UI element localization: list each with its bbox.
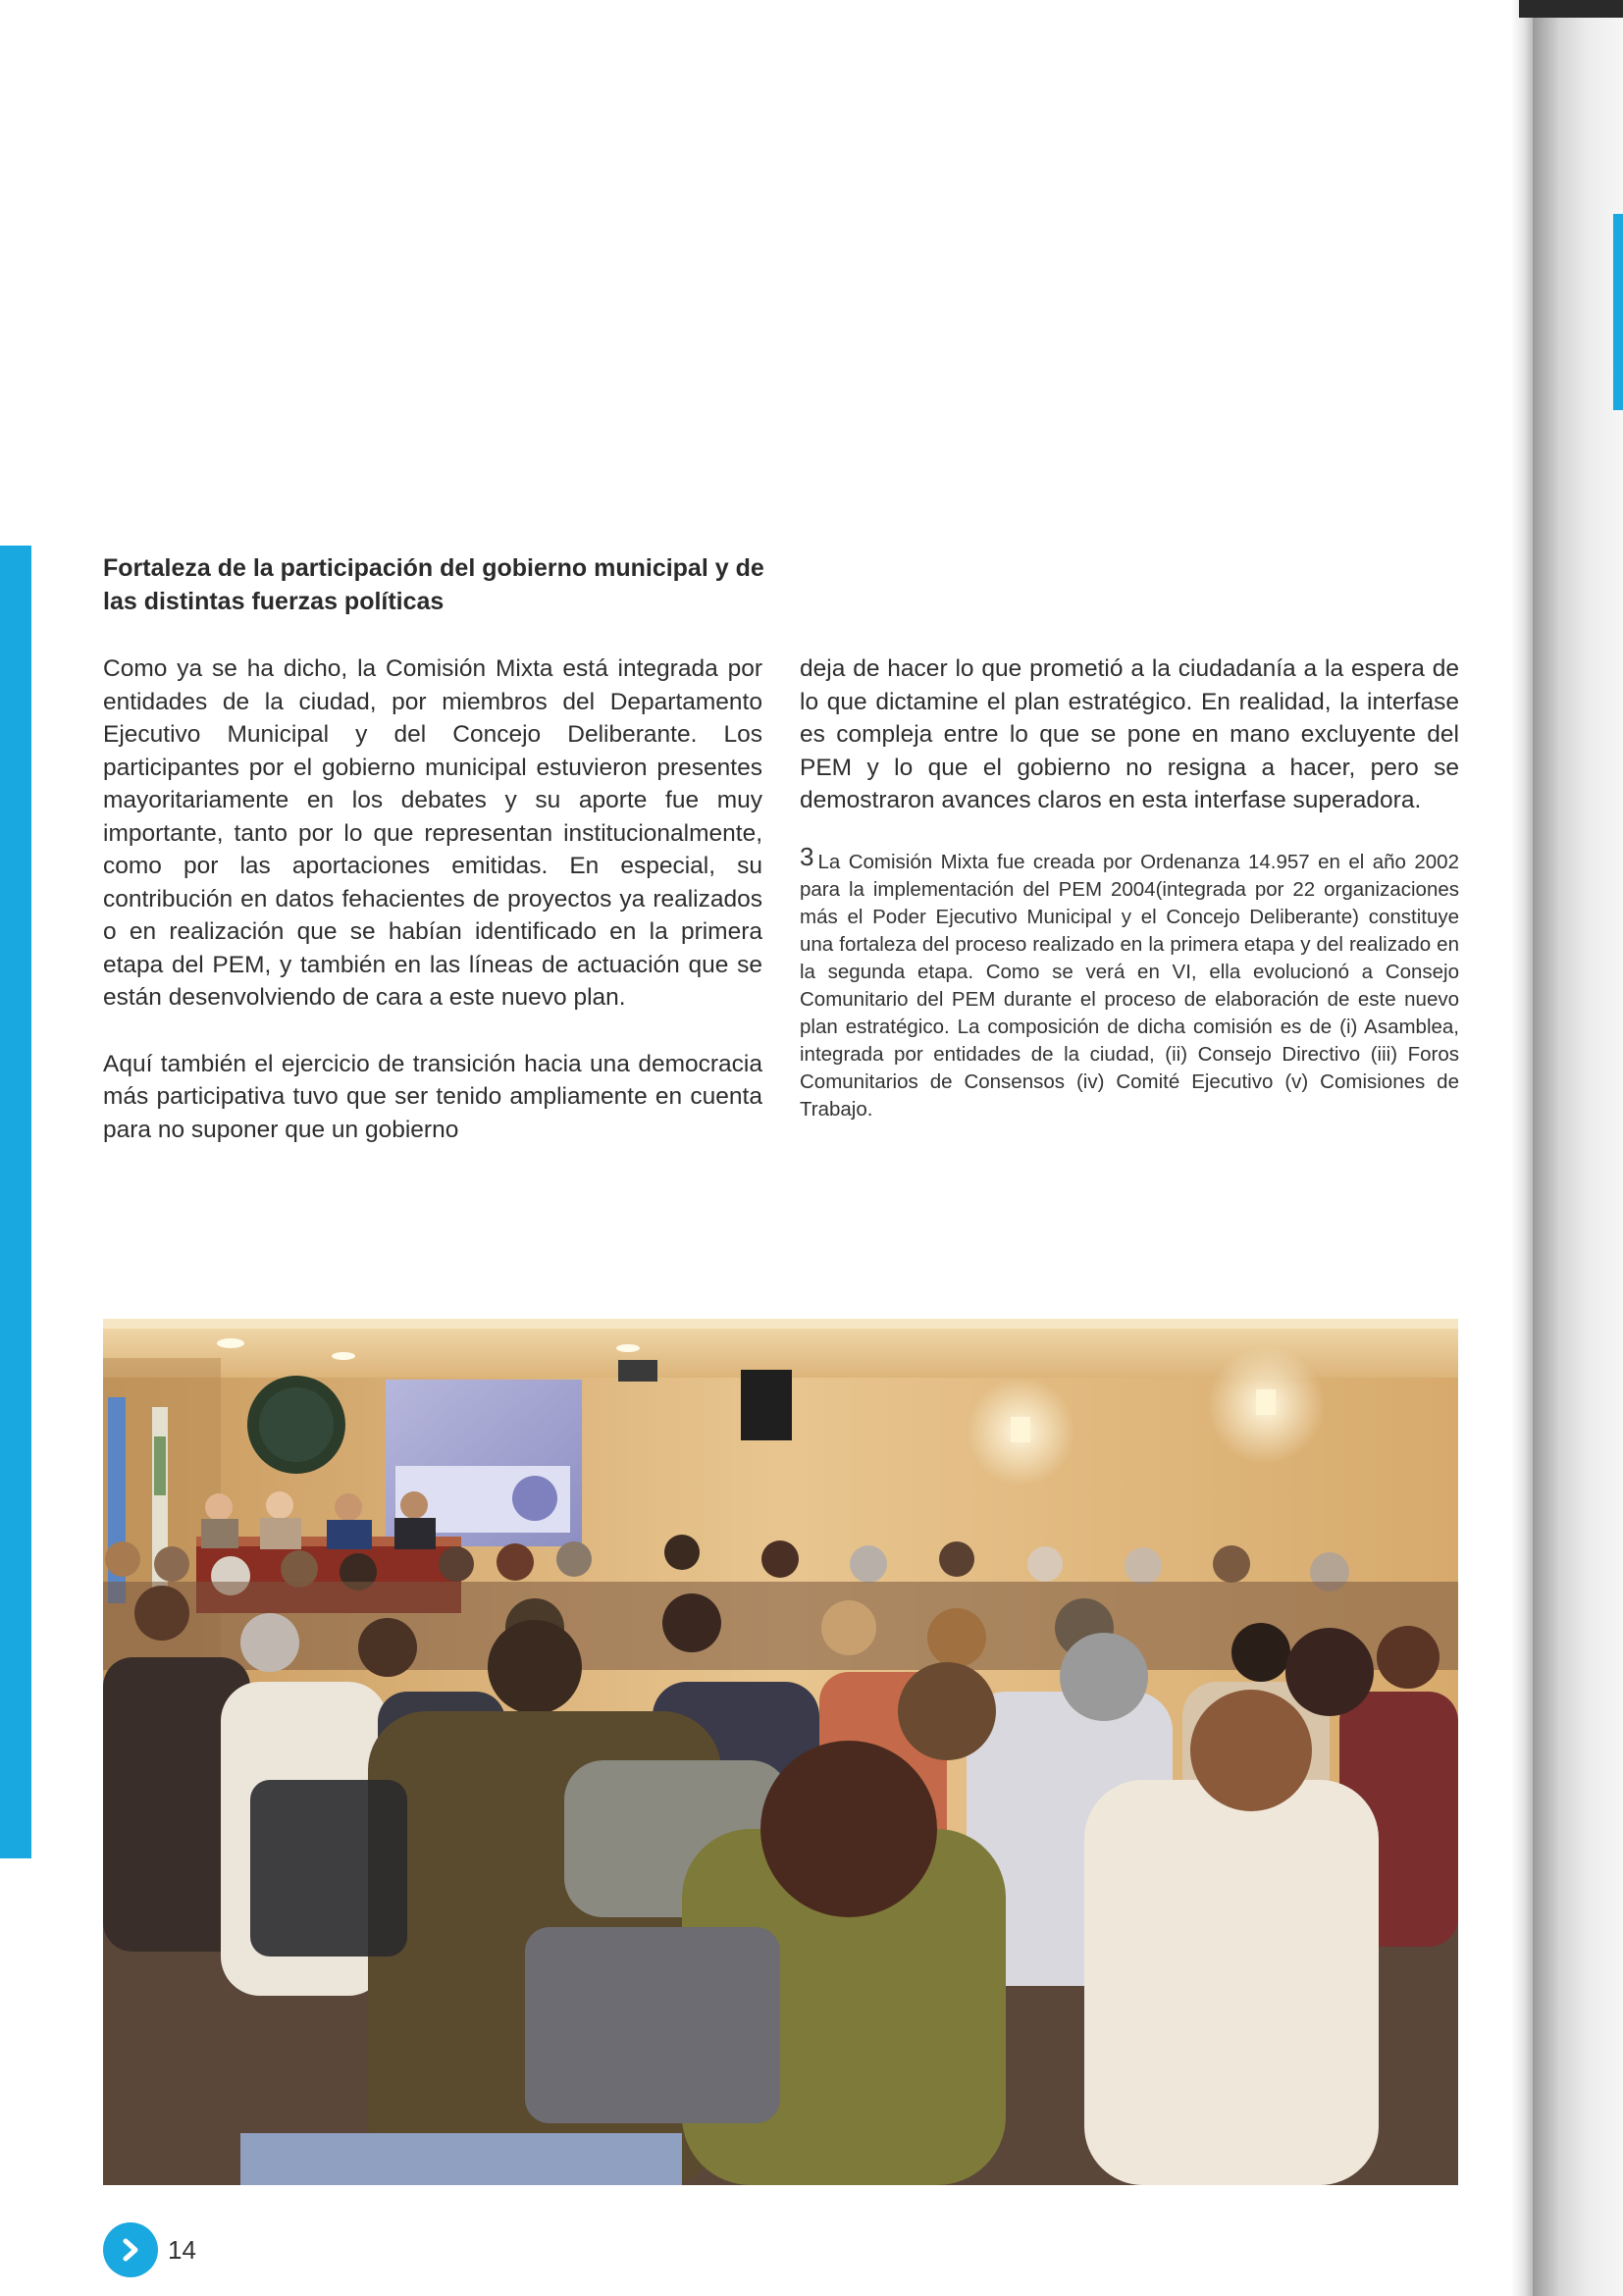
page-number: 14 [168, 2234, 196, 2265]
paragraph: Como ya se ha dicho, la Comisión Mixta está integrada por entidades de la ciudad, por miembros del Departamento Ejecutivo Municipal y del Concejo Deliberante. Los participantes por el gobierno municipal estuvieron presentes mayoritariamente en los debates y su aporte fue muy importante, tanto por lo que representan institucionalmente, como por las aportaciones emitidas. En especial, su contribución en datos fehacientes de proyectos ya realizados o en realización que se habían identificado en la primera etapa del PEM, y también en las líneas de actuación que se están desenvolviendo de cara a este nuevo plan. [103, 655, 762, 1011]
paragraph: deja de hacer lo que prometió a la ciudadanía a la espera de lo que dictamine el plan estratégico. En realidad, la interfase es compleja entre lo que se pone en mano excluyente del PEM y lo que el gobierno no resigna a hacer, pero se demostraron avances claros en esta interfase superadora. [800, 655, 1459, 813]
page-number-badge [103, 2222, 196, 2277]
footnote-text: La Comisión Mixta fue creada por Ordenanza 14.957 en el año 2002 para la implementación del PEM 2004(integrada por 22 organizaciones más el Poder Ejecutivo Municipal y el Concejo Deliberante) constituye una fortaleza del proceso realizado en la primera etapa y del realizado en la segunda etapa. Como se verá en VI, ella evolucionó a Consejo Comunitario del PEM durante el proceso de elaboración de este nuevo plan estratégico. La composición de dicha comisión es de (i) Asamblea, integrada por entidades de la ciudad, (ii) Consejo Directivo (iii) Foros Comunitarios de Consensos (iv) Comité Ejecutivo (v) Comisiones de Trabajo. [800, 850, 1459, 1121]
footnote-marker: 3 [800, 841, 814, 871]
adjacent-page-accent [1613, 214, 1623, 410]
left-column [103, 652, 762, 1179]
chevron-right-icon [103, 2222, 158, 2277]
adjacent-page-edge [1533, 0, 1623, 2296]
meeting-audience-photo [103, 1319, 1458, 2185]
accent-bar [0, 546, 31, 1858]
adjacent-page-edge-top [1519, 0, 1623, 18]
right-column [800, 652, 1459, 1123]
paragraph: Aquí también el ejercicio de transición hacia una democracia más participativa tuvo que ser tenido ampliamente en cuenta para no suponer que un gobierno [103, 1050, 762, 1143]
page-spine-shadow [1511, 0, 1533, 2296]
footnote [800, 843, 1459, 1123]
section-heading: Fortaleza de la participación del gobierno municipal y de las distintas fuerzas políticas [103, 554, 764, 615]
